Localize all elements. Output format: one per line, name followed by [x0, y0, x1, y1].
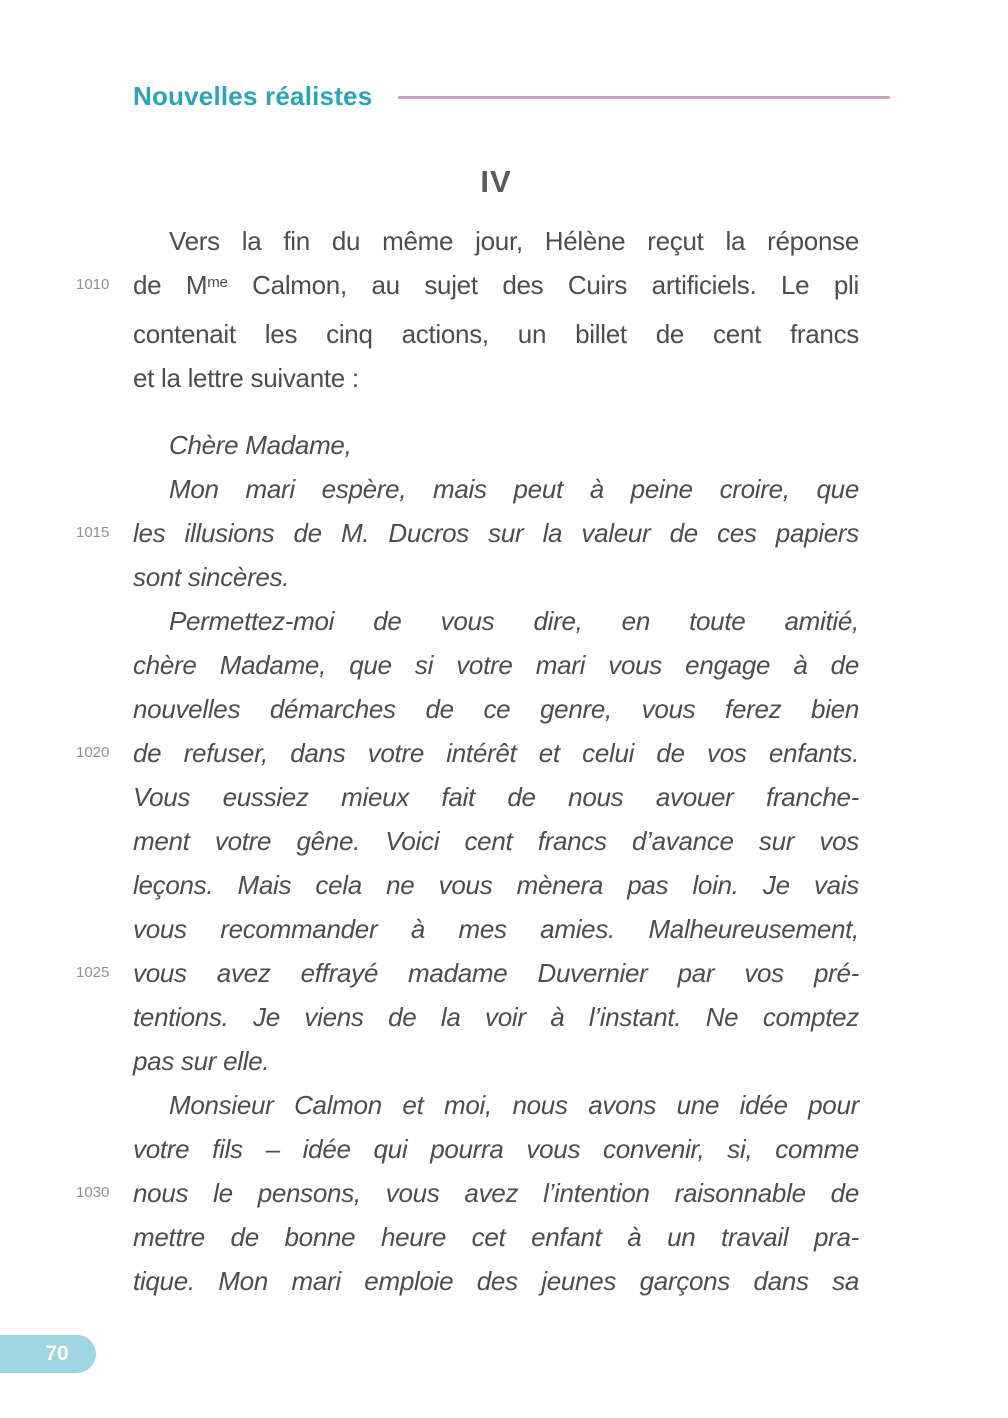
text-line: tentions. Je viens de la voir à l’instant. Ne comptez: [133, 1002, 859, 1032]
line-number: 1020: [76, 744, 110, 761]
line-number: 1010: [76, 276, 110, 293]
text-line: votre fils – idée qui pourra vous convenir, si, comme: [133, 1134, 859, 1164]
header-rule: [398, 96, 890, 99]
line-number: 1025: [76, 964, 110, 981]
text-line: Vous eussiez mieux fait de nous avouer franche-: [133, 782, 859, 812]
text-line: pas sur elle.: [133, 1046, 270, 1076]
line-number: 1030: [76, 1184, 110, 1201]
text-line: nouvelles démarches de ce genre, vous ferez bien: [133, 694, 859, 724]
page-header: [133, 81, 890, 112]
text-line: et la lettre suivante :: [133, 363, 359, 393]
text-line: 1020 de refuser, dans votre intérêt et celui de vos enfants.: [133, 731, 859, 775]
text-line: chère Madame, que si votre mari vous engage à de: [133, 650, 859, 680]
page-number: 70: [45, 1342, 69, 1365]
text-line: Vers la fin du même jour, Hélène reçut la réponse: [169, 226, 859, 256]
line-number: 1015: [76, 524, 110, 541]
chapter-title: Nouvelles réalistes: [133, 81, 373, 111]
text-line: 1025 vous avez effrayé madame Duvernier par vos pré-: [133, 951, 859, 995]
text-line: 1015 les illusions de M. Ducros sur la valeur de ces papiers: [133, 511, 859, 555]
section-title: IV: [480, 164, 512, 199]
page-number-badge: [0, 1335, 96, 1373]
text-line: Chère Madame,: [169, 430, 352, 460]
text-line: sont sincères.: [133, 562, 290, 592]
text-line: ment votre gêne. Voici cent francs d’avance sur vos: [133, 826, 859, 856]
text-line: 1010 de $M^{me}$ Calmon, au sujet des Cuirs artificiels. Le pli: [133, 263, 859, 312]
text-line: Mon mari espère, mais peut à peine croire, que: [169, 474, 859, 504]
text-line: leçons. Mais cela ne vous mènera pas loin. Je vais: [133, 870, 859, 900]
text-line: mettre de bonne heure cet enfant à un travail pra-: [133, 1222, 859, 1252]
text-line: contenait les cinq actions, un billet de cent francs: [133, 319, 859, 349]
text-line: Permettez-moi de vous dire, en toute amitié,: [169, 606, 859, 636]
body-text: [76, 219, 859, 1303]
text-line: 1030 nous le pensons, vous avez l’intention raisonnable de: [133, 1171, 859, 1215]
text-line: vous recommander à mes amies. Malheureusement,: [133, 914, 859, 944]
text-line: Monsieur Calmon et moi, nous avons une idée pour: [169, 1090, 859, 1120]
text-line: tique. Mon mari emploie des jeunes garçons dans sa: [133, 1266, 859, 1296]
